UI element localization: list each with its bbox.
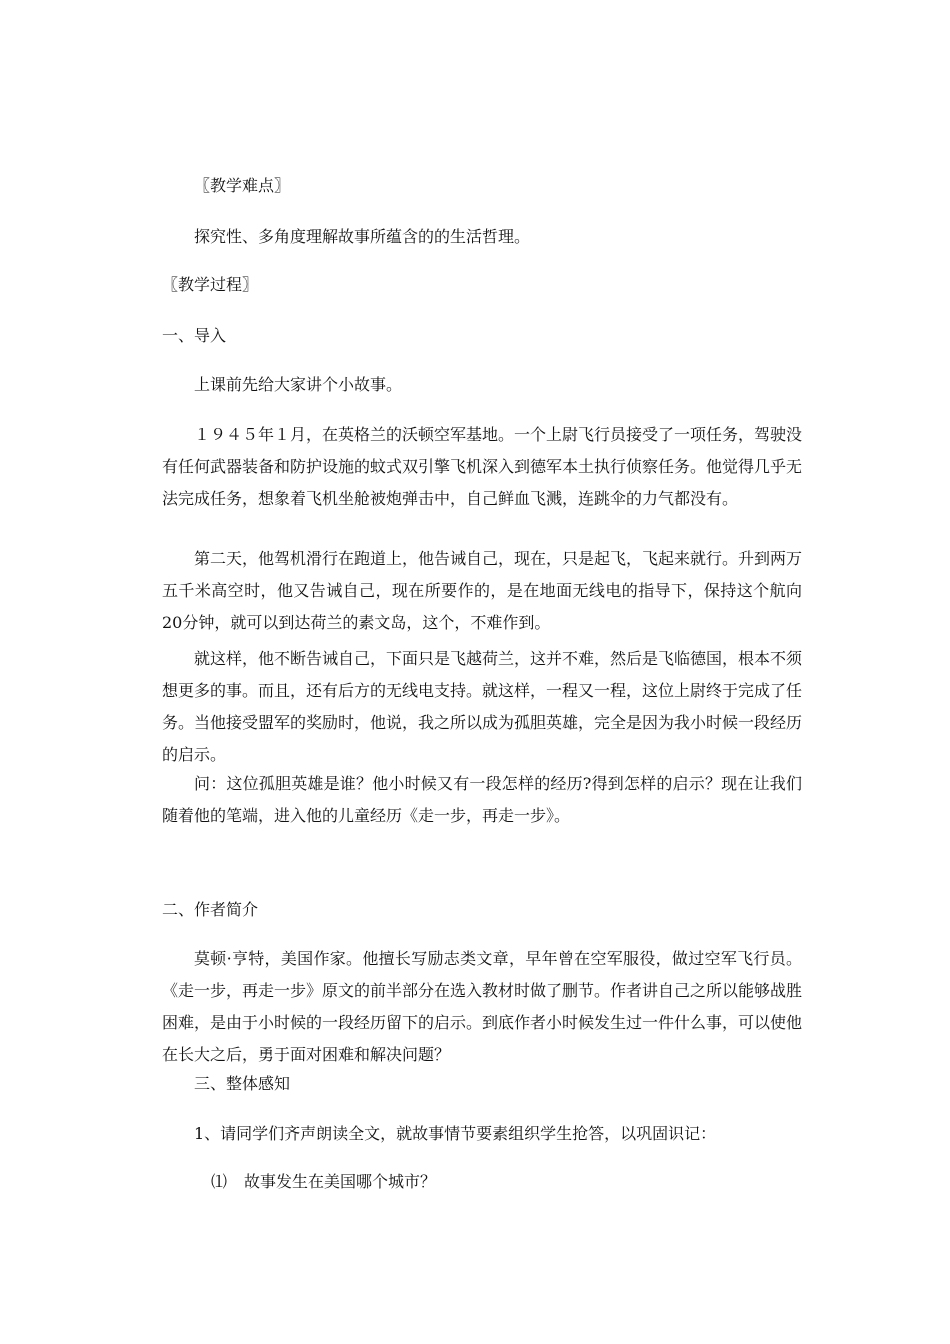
section-2-heading: 二、作者简介	[162, 900, 259, 919]
question-1-marker: ⑴	[211, 1172, 228, 1191]
process-heading: 〖教学过程〗	[162, 275, 259, 294]
question-1-text: 故事发生在美国哪个城市？	[244, 1172, 437, 1191]
task-1-text: 1、请同学们齐声朗读全文，就故事情节要素组织学生抢答，以巩固识记：	[194, 1124, 717, 1143]
story-paragraph-1: １９４５年１月，在英格兰的沃顿空军基地。一个上尉飞行员接受了一项任务，驾驶没有任何武器装备和防护设施的蚊式双引擎飞机深入到德军本土执行侦察任务。他觉得几乎无法完成任务，想象着飞机坐舱被炮弹击中，自己鲜血飞溅，连跳伞的力气都没有。	[162, 425, 803, 508]
section-3-heading: 三、整体感知	[194, 1074, 291, 1093]
story-paragraph-2: 第二天，他驾机滑行在跑道上，他告诫自己，现在，只是起飞，飞起来就行。升到两万五千米高空时，他又告诫自己，现在所要作的，是在地面无线电的指导下，保持这个航向20分钟，就可以到达荷兰的素文岛，这个，不难作到。	[162, 549, 803, 632]
question-paragraph: 问：这位孤胆英雄是谁？他小时候又有一段怎样的经历?得到怎样的启示？现在让我们随着他的笔端，进入他的儿童经历《走一步，再走一步》。	[162, 774, 802, 825]
intro-line: 上课前先给大家讲个小故事。	[194, 375, 403, 394]
author-paragraph: 莫顿·亨特，美国作家。他擅长写励志类文章，早年曾在空军服役，做过空军飞行员。《走一步，再走一步》原文的前半部分在选入教材时做了删节。作者讲自己之所以能够战胜困难，是由于小时候的一段经历留下的启示。到底作者小时候发生过一件什么事，可以使他在长大之后，勇于面对困难和解决问题？	[162, 949, 803, 1064]
story-paragraph-3: 就这样，他不断告诫自己，下面只是飞越荷兰，这并不难，然后是飞临德国，根本不须想更多的事。而且，还有后方的无线电支持。就这样，一程又一程，这位上尉终于完成了任务。当他接受盟军的奖励时，他说，我之所以成为孤胆英雄，完全是因为我小时候一段经历的启示。	[162, 649, 803, 764]
difficulty-text: 探究性、多角度理解故事所蕴含的的生活哲理。	[194, 227, 531, 246]
difficulty-heading: 〖教学难点〗	[194, 176, 291, 195]
section-1-heading: 一、导入	[162, 326, 227, 345]
